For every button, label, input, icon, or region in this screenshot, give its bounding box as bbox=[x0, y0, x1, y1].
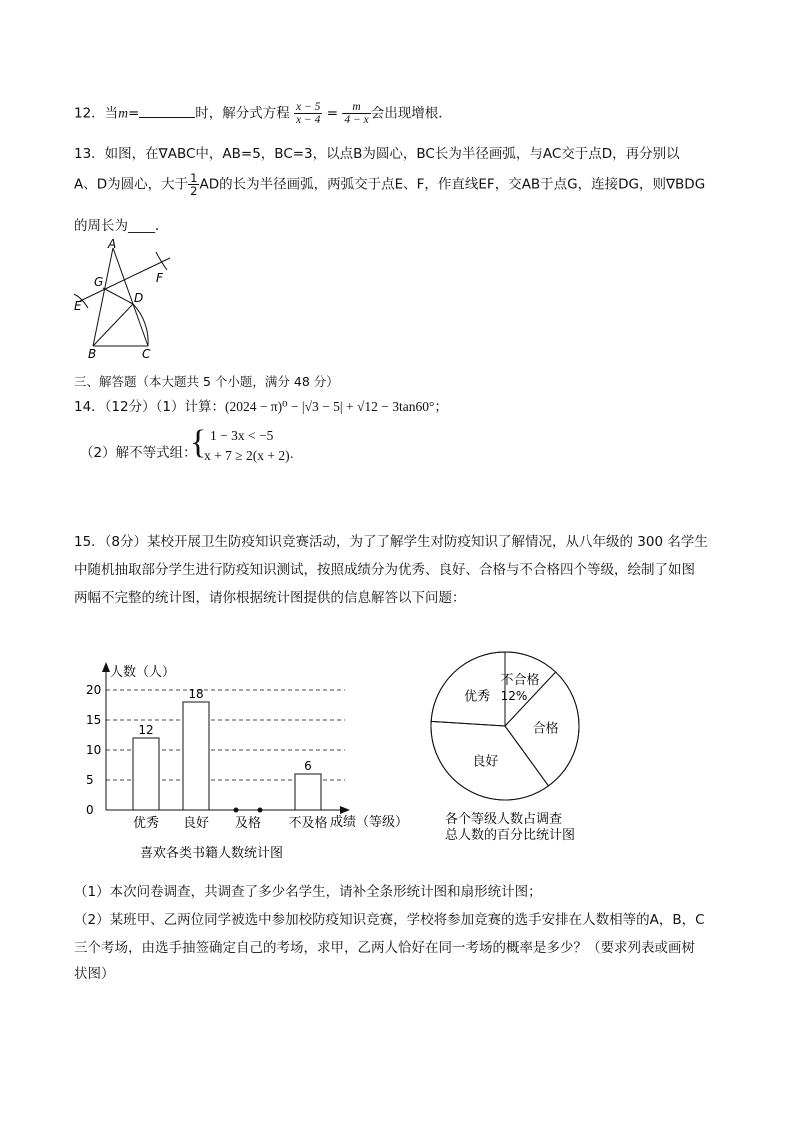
q13-line2 bbox=[74, 172, 705, 197]
q12-fraction-2 bbox=[342, 101, 370, 126]
q12-answer-blank[interactable] bbox=[139, 106, 195, 118]
q15-line1: 15．（8分）某校开展卫生防疫知识竞赛活动，为了了解学生对防疫知识了解情况，从八年级的 300 名学生 bbox=[74, 534, 708, 550]
q12-frac2-num: m bbox=[342, 101, 370, 114]
q14-part2-label: （2）解不等式组： bbox=[80, 445, 197, 461]
q14-brace: { bbox=[190, 424, 207, 461]
q13-line1: 13．如图，在∇ABC中，AB=5，BC=3，以点B为圆心，BC长为半径画弧，与AC交于点D，再分别以 bbox=[74, 146, 680, 162]
label-d: D bbox=[134, 291, 144, 305]
q15-sub2-line2: 三个考场，由选手抽签确定自己的考场，求甲，乙两人恰好在同一考场的概率是多少？（要求列表或画树 bbox=[74, 940, 695, 956]
y-tick-label: 10 bbox=[86, 743, 102, 757]
q15-sub2-line3: 状图） bbox=[74, 966, 115, 982]
q13-line3: 的周长为____． bbox=[74, 218, 169, 234]
pie-slice-label: 优秀 bbox=[464, 689, 491, 705]
q14-ineq2: x + 7 ≥ 2(x + 2) bbox=[204, 448, 290, 463]
label-c: C bbox=[142, 347, 151, 361]
pie-chart bbox=[425, 648, 595, 848]
q12-frac1-den: x − 4 bbox=[296, 114, 321, 126]
x-tick-label: 不及格 bbox=[288, 816, 328, 831]
q14-part1 bbox=[74, 395, 448, 415]
pie-title-line2: 总人数的百分比统计图 bbox=[445, 828, 576, 843]
y-tick-label: 0 bbox=[86, 803, 94, 817]
triangle-figure bbox=[70, 238, 180, 362]
q13-line2-a: A、D为圆心，大于 bbox=[74, 176, 189, 193]
bar-chart-title: 喜欢各类书籍人数统计图 bbox=[140, 846, 284, 860]
bar-marks bbox=[133, 687, 328, 831]
q12-frac2-den: 4 − x bbox=[344, 114, 369, 126]
x-axis-label: 成绩（等级） bbox=[330, 815, 409, 830]
pie-slice-label: 不合格 bbox=[500, 673, 540, 689]
x-tick-label: 及格 bbox=[234, 816, 262, 831]
y-axis-arrow bbox=[102, 662, 110, 672]
q13-line2-b: AD的长为半径画弧，两弧交于点E、F，作直线EF，交AB于点G，连接DG，则∇BDG bbox=[199, 176, 706, 193]
pie-slice-label: 合格 bbox=[532, 721, 559, 737]
pie-title-line1: 各个等级人数占调查 bbox=[445, 812, 563, 827]
q15-sub2-line1: （2）某班甲、乙两位同学被选中参加校防疫知识竞赛，学校将参加竞赛的选手安排在人数相等的A，B，C bbox=[74, 912, 705, 928]
q13-half-den: 2 bbox=[190, 184, 198, 198]
q12-mid: 时，解分式方程 bbox=[195, 105, 290, 122]
bar-chart bbox=[70, 660, 420, 860]
segment-ab bbox=[93, 248, 113, 346]
q12-equals: = bbox=[326, 105, 339, 122]
pie-slice-label: 良好 bbox=[472, 754, 499, 770]
pie-slices bbox=[431, 652, 579, 800]
bar bbox=[295, 774, 321, 810]
x-tick-label: 良好 bbox=[182, 816, 210, 831]
q12-tail: 会出现增根． bbox=[370, 105, 452, 122]
q14-part1-label: 14．（12分）（1）计算： bbox=[74, 399, 225, 415]
bar-data-label: 6 bbox=[304, 759, 312, 773]
q12-number: 12．当 bbox=[74, 105, 119, 122]
x-axis-arrow bbox=[340, 806, 350, 814]
label-f: F bbox=[156, 271, 163, 285]
pie-slice-value: 12% bbox=[500, 689, 528, 704]
q13-half-fraction bbox=[188, 172, 199, 197]
bar-data-label: 12 bbox=[138, 723, 154, 737]
q12-eq: = bbox=[127, 105, 140, 122]
q14-ineq1: 1 − 3x < −5 bbox=[210, 428, 274, 443]
q12-fraction-1 bbox=[294, 101, 322, 126]
label-a: A bbox=[108, 238, 117, 251]
bar-ticks bbox=[86, 683, 101, 817]
y-tick-label: 15 bbox=[86, 713, 102, 727]
arc-f bbox=[156, 252, 167, 270]
q15-line3: 两幅不完整的统计图，请你根据统计图提供的信息解答以下问题： bbox=[74, 590, 466, 606]
label-b: B bbox=[88, 347, 97, 361]
q14-ineq-end: . bbox=[290, 446, 294, 461]
segment-bd bbox=[93, 304, 133, 346]
bar bbox=[183, 702, 209, 810]
missing-bar-dot bbox=[234, 808, 239, 813]
q12-frac1-num: x − 5 bbox=[296, 101, 321, 113]
q13-half-num: 1 bbox=[190, 171, 198, 185]
label-e: E bbox=[74, 299, 82, 313]
missing-bar-dot bbox=[258, 808, 263, 813]
label-g: G bbox=[94, 275, 104, 289]
section3-title: 三、解答题（本大题共 5 个小题，满分 48 分） bbox=[74, 374, 339, 389]
y-axis-label: 人数（人） bbox=[110, 665, 176, 680]
q15-line2: 中随机抽取部分学生进行防疫知识测试，按照成绩分为优秀、良好、合格与不合格四个等级，绘制了如图 bbox=[74, 562, 695, 578]
q12-line bbox=[74, 101, 452, 126]
q15-sub1: （1）本次问卷调查，共调查了多少名学生，请补全条形统计图和扇形统计图； bbox=[74, 884, 542, 900]
x-tick-label: 优秀 bbox=[132, 816, 160, 831]
q12-var-m: m bbox=[118, 105, 128, 121]
y-tick-label: 5 bbox=[86, 773, 94, 787]
bar-data-label: 18 bbox=[188, 687, 204, 701]
bar bbox=[133, 738, 159, 810]
y-tick-label: 20 bbox=[86, 683, 102, 697]
q14-part1-expr: (2024 − π)⁰ − |√3 − 5| + √12 − 3tan60°； bbox=[224, 399, 448, 414]
